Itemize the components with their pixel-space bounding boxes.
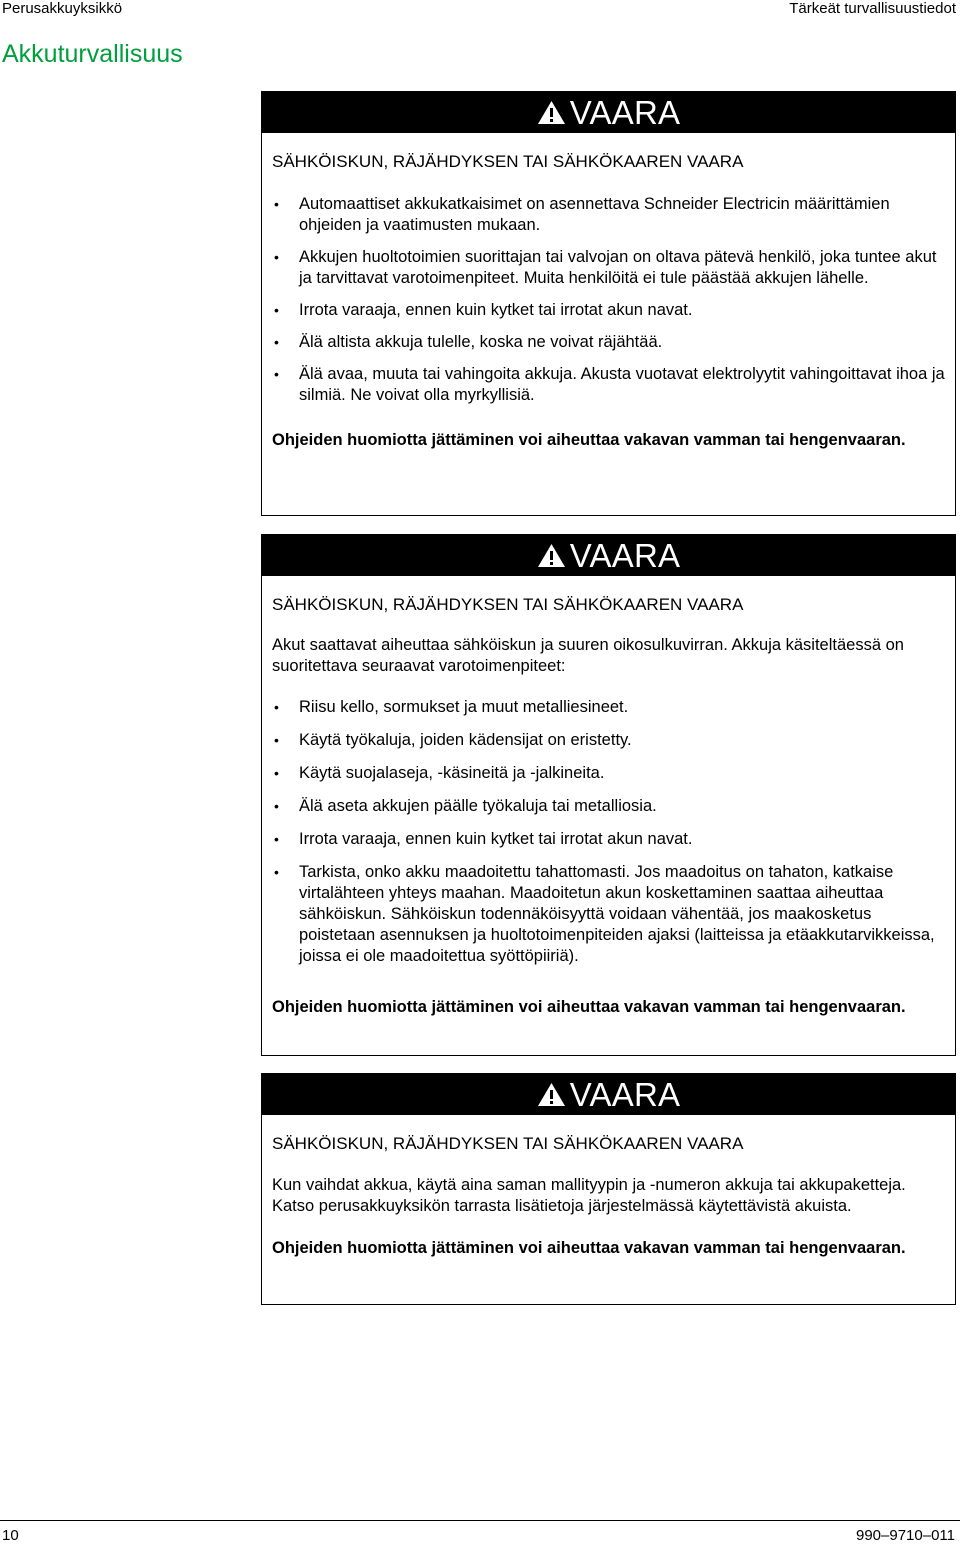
list-item: • Akkujen huoltotoimien suorittajan tai valvojan on oltava pätevä henkilö, joka tuntee akut ja tarvittavat varotoimenpiteet. Muita henkilöitä ei tule päästää akkujen lähelle. (272, 247, 945, 289)
list-item: • Käytä työkaluja, joiden kädensijat on eristetty. (272, 730, 945, 751)
danger-box-3 (261, 1073, 956, 1305)
danger-box-header (262, 535, 955, 576)
warning-triangle-icon (537, 1082, 566, 1107)
consequence-statement: Ohjeiden huomiotta jättäminen voi aiheuttaa vakavan vamman tai hengenvaaran. (272, 431, 906, 449)
list-item: • Irrota varaaja, ennen kuin kytket tai irrotat akun navat. (272, 829, 945, 850)
running-header (2, 0, 956, 20)
warning-triangle-icon (537, 543, 566, 568)
signal-word: VAARA (569, 93, 681, 131)
precaution-list (272, 194, 945, 406)
intro-text: Kun vaihdat akkua, käytä aina saman mallityypin ja -numeron akkuja tai akkupaketteja. Katso perusakkuyksikön tarrasta lisätietoja järjestelmässä käytettävistä akuista. (272, 1176, 906, 1215)
signal-word: VAARA (569, 1075, 681, 1113)
list-item: • Riisu kello, sormukset ja muut metalliesineet. (272, 697, 945, 718)
list-item: • Irrota varaaja, ennen kuin kytket tai irrotat akun navat. (272, 300, 945, 321)
footer-divider (0, 1520, 960, 1521)
consequence-statement: Ohjeiden huomiotta jättäminen voi aiheuttaa vakavan vamman tai hengenvaaran. (272, 1239, 906, 1257)
hazard-type: SÄHKÖISKUN, RÄJÄHDYKSEN TAI SÄHKÖKAAREN VAARA (272, 595, 744, 614)
list-item: • Älä altista akkuja tulelle, koska ne voivat räjähtää. (272, 332, 945, 353)
danger-box-body (262, 1115, 955, 1265)
list-item: • Älä aseta akkujen päälle työkaluja tai metalliosia. (272, 796, 945, 817)
list-item: • Automaattiset akkukatkaisimet on asennettava Schneider Electricin määrittämien ohjeiden ja vaatimusten mukaan. (272, 194, 945, 236)
list-item: • Käytä suojalaseja, -käsineitä ja -jalkineita. (272, 763, 945, 784)
danger-box-1 (261, 91, 956, 516)
danger-box-body (262, 576, 955, 1024)
section-name: Tärkeät turvallisuustiedot (789, 0, 956, 17)
document-number: 990–9710–011 (856, 1527, 955, 1544)
danger-box-header (262, 92, 955, 133)
signal-word: VAARA (569, 536, 681, 574)
consequence-statement: Ohjeiden huomiotta jättäminen voi aiheuttaa vakavan vamman tai hengenvaaran. (272, 998, 906, 1016)
chapter-name: Perusakkuyksikkö (2, 0, 123, 17)
intro-text: Akut saattavat aiheuttaa sähköiskun ja suuren oikosulkuvirran. Akkuja käsiteltäessä on suoritettava seuraavat varotoimenpiteet: (272, 636, 904, 675)
hazard-type: SÄHKÖISKUN, RÄJÄHDYKSEN TAI SÄHKÖKAAREN VAARA (272, 1134, 744, 1153)
page-number: 10 (2, 1527, 19, 1544)
danger-box-body (262, 133, 955, 457)
precaution-list (272, 697, 945, 967)
warning-triangle-icon (537, 100, 566, 125)
hazard-type: SÄHKÖISKUN, RÄJÄHDYKSEN TAI SÄHKÖKAAREN VAARA (272, 152, 744, 171)
section-title: Akkuturvallisuus (2, 40, 183, 68)
list-item: • Älä avaa, muuta tai vahingoita akkuja. Akusta vuotavat elektrolyytit vahingoittavat ihoa ja silmiä. Ne voivat olla myrkyllisiä. (272, 364, 945, 406)
list-item: • Tarkista, onko akku maadoitettu tahattomasti. Jos maadoitus on tahaton, katkaise virtalähteen yhteys maahan. Maadoitetun akun koskettaminen saattaa aiheuttaa sähköiskun. Sähköiskun todennäköisyyttä voidaan vähentää, jos maakosketus poistetaan asennuksen ja huoltotoimenpiteiden ajaksi (laitteissa ja etäakkutarvikkeissa, joissa ei ole maadoitettua syöttöpiiriä). (272, 862, 945, 967)
danger-box-2 (261, 534, 956, 1056)
danger-box-header (262, 1074, 955, 1115)
